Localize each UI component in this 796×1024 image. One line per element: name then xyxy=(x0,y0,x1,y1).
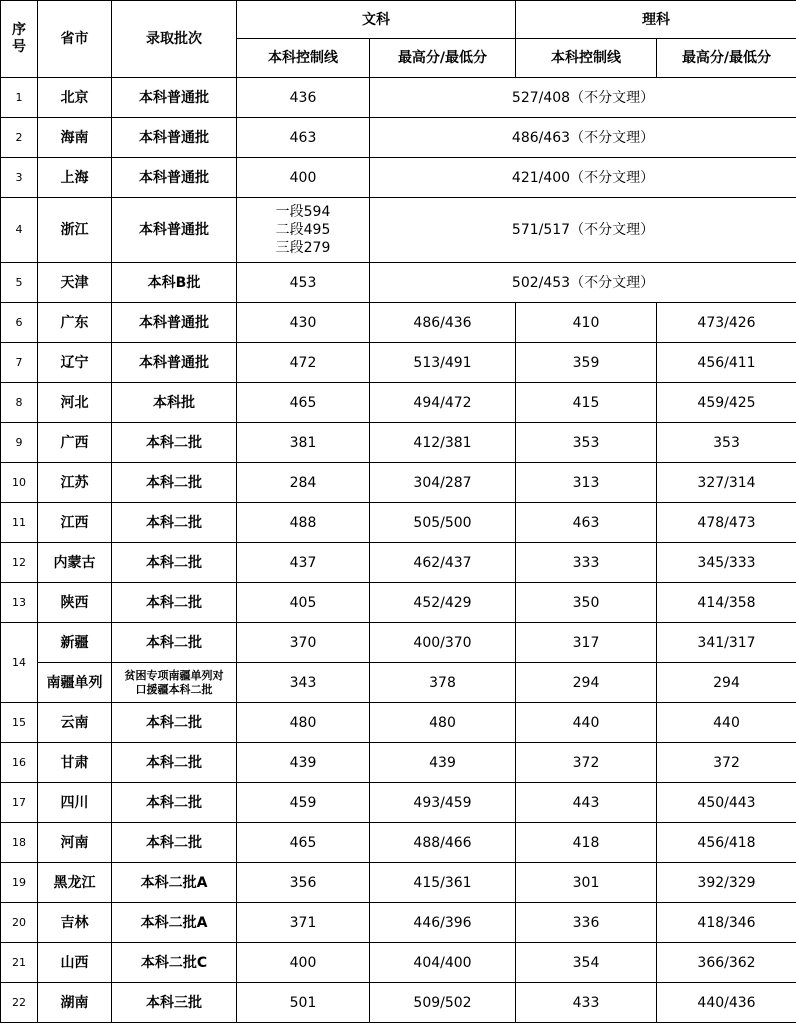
row-science-control: 353 xyxy=(516,423,657,463)
table-row xyxy=(1,423,796,463)
header-science-control-line: 本科控制线 xyxy=(516,39,657,78)
row-index: 6 xyxy=(1,303,38,343)
row-arts-max-min: 378 xyxy=(370,663,516,703)
table-row xyxy=(1,863,796,903)
header-index xyxy=(1,1,38,78)
header-arts-max-min: 最高分/最低分 xyxy=(370,39,516,78)
table-row xyxy=(1,383,796,423)
row-science-max-min: 341/317 xyxy=(657,623,796,663)
row-index: 1 xyxy=(1,78,38,118)
row-arts-control: 400 xyxy=(237,158,370,198)
row-batch: 本科二批 xyxy=(112,623,237,663)
table-row xyxy=(1,303,796,343)
header-batch: 录取批次 xyxy=(112,1,237,78)
row-batch: 本科B批 xyxy=(112,263,237,303)
row-province: 吉林 xyxy=(38,903,112,943)
row-arts-max-min: 412/381 xyxy=(370,423,516,463)
row-batch xyxy=(112,663,237,703)
row-batch: 本科二批 xyxy=(112,703,237,743)
row-batch: 本科三批 xyxy=(112,983,237,1023)
row-arts-control: 459 xyxy=(237,783,370,823)
row-arts-max-min: 452/429 xyxy=(370,583,516,623)
row-science-max-min: 459/425 xyxy=(657,383,796,423)
row-province: 上海 xyxy=(38,158,112,198)
row-arts-control: 472 xyxy=(237,343,370,383)
table-row xyxy=(1,783,796,823)
row-arts-control: 371 xyxy=(237,903,370,943)
row-batch: 本科二批 xyxy=(112,463,237,503)
row-arts-max-min: 505/500 xyxy=(370,503,516,543)
row-science-max-min: 392/329 xyxy=(657,863,796,903)
row-science-control: 317 xyxy=(516,623,657,663)
row-batch: 本科普通批 xyxy=(112,198,237,263)
row-science-max-min: 366/362 xyxy=(657,943,796,983)
table-row xyxy=(1,198,796,263)
row-merged-scores: 527/408（不分文理） xyxy=(370,78,796,118)
row-science-max-min: 414/358 xyxy=(657,583,796,623)
row-province: 海南 xyxy=(38,118,112,158)
row-arts-max-min: 304/287 xyxy=(370,463,516,503)
row-arts-max-min: 513/491 xyxy=(370,343,516,383)
row-science-max-min: 450/443 xyxy=(657,783,796,823)
row-batch: 本科二批 xyxy=(112,503,237,543)
row-province: 北京 xyxy=(38,78,112,118)
row-batch: 本科普通批 xyxy=(112,303,237,343)
row-province: 内蒙古 xyxy=(38,543,112,583)
row-province: 广西 xyxy=(38,423,112,463)
row-arts-control: 381 xyxy=(237,423,370,463)
row-arts-control: 439 xyxy=(237,743,370,783)
row-province: 甘肃 xyxy=(38,743,112,783)
row-index: 2 xyxy=(1,118,38,158)
row-province: 南疆单列 xyxy=(38,663,112,703)
row-arts-control: 284 xyxy=(237,463,370,503)
row-science-max-min: 345/333 xyxy=(657,543,796,583)
row-index: 11 xyxy=(1,503,38,543)
row-arts-control: 430 xyxy=(237,303,370,343)
row-province: 新疆 xyxy=(38,623,112,663)
row-science-control: 359 xyxy=(516,343,657,383)
row-batch: 本科二批 xyxy=(112,583,237,623)
row-index: 22 xyxy=(1,983,38,1023)
row-arts-control: 488 xyxy=(237,503,370,543)
row-arts-max-min: 415/361 xyxy=(370,863,516,903)
table-row xyxy=(1,823,796,863)
row-science-control: 313 xyxy=(516,463,657,503)
table-row xyxy=(1,943,796,983)
row-batch-line-2: 口援疆本科二批 xyxy=(135,682,213,696)
row-arts-max-min: 480 xyxy=(370,703,516,743)
table-row xyxy=(1,343,796,383)
table-row xyxy=(1,263,796,303)
row-arts-control: 463 xyxy=(237,118,370,158)
row-province: 江西 xyxy=(38,503,112,543)
row-science-control: 433 xyxy=(516,983,657,1023)
row-science-control: 410 xyxy=(516,303,657,343)
header-arts: 文科 xyxy=(237,1,516,39)
row-index: 10 xyxy=(1,463,38,503)
row-index: 20 xyxy=(1,903,38,943)
row-index: 9 xyxy=(1,423,38,463)
row-science-control: 443 xyxy=(516,783,657,823)
row-science-max-min: 440 xyxy=(657,703,796,743)
row-merged-scores: 502/453（不分文理） xyxy=(370,263,796,303)
row-science-max-min: 456/411 xyxy=(657,343,796,383)
row-province: 四川 xyxy=(38,783,112,823)
control-line-tier-2: 二段495 xyxy=(275,222,331,238)
row-science-control: 440 xyxy=(516,703,657,743)
row-merged-scores: 486/463（不分文理） xyxy=(370,118,796,158)
table-row xyxy=(1,903,796,943)
control-line-tier-1: 一段594 xyxy=(275,204,331,220)
row-science-control: 350 xyxy=(516,583,657,623)
row-arts-max-min: 493/459 xyxy=(370,783,516,823)
row-arts-control: 437 xyxy=(237,543,370,583)
table-row xyxy=(1,623,796,663)
row-science-max-min: 478/473 xyxy=(657,503,796,543)
row-province: 天津 xyxy=(38,263,112,303)
row-arts-max-min: 509/502 xyxy=(370,983,516,1023)
control-line-tier-3: 三段279 xyxy=(275,240,331,256)
row-province: 江苏 xyxy=(38,463,112,503)
row-batch: 本科普通批 xyxy=(112,78,237,118)
row-science-max-min: 294 xyxy=(657,663,796,703)
table-row xyxy=(1,543,796,583)
row-science-control: 294 xyxy=(516,663,657,703)
header-index-label: 序号 xyxy=(12,22,26,55)
row-science-max-min: 327/314 xyxy=(657,463,796,503)
row-batch: 本科普通批 xyxy=(112,343,237,383)
row-index: 19 xyxy=(1,863,38,903)
row-arts-control: 480 xyxy=(237,703,370,743)
header-science-max-min: 最高分/最低分 xyxy=(657,39,796,78)
row-batch: 本科二批 xyxy=(112,783,237,823)
table-row xyxy=(1,663,796,703)
row-arts-control: 465 xyxy=(237,823,370,863)
row-merged-scores: 571/517（不分文理） xyxy=(370,198,796,263)
table-row xyxy=(1,583,796,623)
row-science-max-min: 353 xyxy=(657,423,796,463)
table-row xyxy=(1,743,796,783)
row-arts-max-min: 446/396 xyxy=(370,903,516,943)
row-batch-line-1: 贫困专项南疆单列对 xyxy=(124,668,224,682)
row-arts-max-min: 486/436 xyxy=(370,303,516,343)
row-index: 16 xyxy=(1,743,38,783)
table-row xyxy=(1,158,796,198)
row-arts-control: 405 xyxy=(237,583,370,623)
row-science-control: 463 xyxy=(516,503,657,543)
row-province: 黑龙江 xyxy=(38,863,112,903)
row-batch: 本科普通批 xyxy=(112,118,237,158)
row-batch: 本科二批 xyxy=(112,743,237,783)
row-index: 8 xyxy=(1,383,38,423)
row-merged-scores: 421/400（不分文理） xyxy=(370,158,796,198)
row-batch: 本科二批 xyxy=(112,543,237,583)
row-province: 湖南 xyxy=(38,983,112,1023)
row-index: 3 xyxy=(1,158,38,198)
row-province: 河南 xyxy=(38,823,112,863)
row-science-control: 336 xyxy=(516,903,657,943)
row-province: 云南 xyxy=(38,703,112,743)
row-index: 15 xyxy=(1,703,38,743)
row-arts-max-min: 462/437 xyxy=(370,543,516,583)
row-science-control: 372 xyxy=(516,743,657,783)
row-science-max-min: 418/346 xyxy=(657,903,796,943)
row-arts-control: 343 xyxy=(237,663,370,703)
row-arts-control: 356 xyxy=(237,863,370,903)
row-arts-control xyxy=(237,198,370,263)
row-batch: 本科普通批 xyxy=(112,158,237,198)
row-arts-control: 370 xyxy=(237,623,370,663)
row-arts-control: 465 xyxy=(237,383,370,423)
table-row xyxy=(1,983,796,1023)
row-arts-control: 501 xyxy=(237,983,370,1023)
row-arts-control: 400 xyxy=(237,943,370,983)
header-arts-control-line: 本科控制线 xyxy=(237,39,370,78)
row-index: 7 xyxy=(1,343,38,383)
row-batch: 本科批 xyxy=(112,383,237,423)
table-row xyxy=(1,78,796,118)
table-row xyxy=(1,463,796,503)
row-arts-max-min: 400/370 xyxy=(370,623,516,663)
row-science-control: 301 xyxy=(516,863,657,903)
row-index: 21 xyxy=(1,943,38,983)
row-science-control: 415 xyxy=(516,383,657,423)
row-province: 辽宁 xyxy=(38,343,112,383)
row-index: 17 xyxy=(1,783,38,823)
row-arts-max-min: 439 xyxy=(370,743,516,783)
row-batch: 本科二批 xyxy=(112,823,237,863)
row-batch: 本科二批 xyxy=(112,423,237,463)
row-arts-max-min: 404/400 xyxy=(370,943,516,983)
row-science-max-min: 456/418 xyxy=(657,823,796,863)
row-province: 河北 xyxy=(38,383,112,423)
row-science-control: 354 xyxy=(516,943,657,983)
row-index: 4 xyxy=(1,198,38,263)
row-batch: 本科二批A xyxy=(112,903,237,943)
row-arts-max-min: 488/466 xyxy=(370,823,516,863)
row-batch: 本科二批A xyxy=(112,863,237,903)
row-index: 12 xyxy=(1,543,38,583)
header-science: 理科 xyxy=(516,1,796,39)
row-province: 浙江 xyxy=(38,198,112,263)
row-science-max-min: 440/436 xyxy=(657,983,796,1023)
row-index: 18 xyxy=(1,823,38,863)
row-province: 山西 xyxy=(38,943,112,983)
row-arts-control: 436 xyxy=(237,78,370,118)
table-row xyxy=(1,703,796,743)
table-row xyxy=(1,503,796,543)
row-arts-max-min: 494/472 xyxy=(370,383,516,423)
row-province: 陕西 xyxy=(38,583,112,623)
row-science-control: 418 xyxy=(516,823,657,863)
row-arts-control: 453 xyxy=(237,263,370,303)
table-row xyxy=(1,118,796,158)
row-science-max-min: 473/426 xyxy=(657,303,796,343)
row-province: 广东 xyxy=(38,303,112,343)
row-index: 13 xyxy=(1,583,38,623)
header-province: 省市 xyxy=(38,1,112,78)
row-science-control: 333 xyxy=(516,543,657,583)
row-science-max-min: 372 xyxy=(657,743,796,783)
row-index: 5 xyxy=(1,263,38,303)
row-index: 14 xyxy=(1,623,38,703)
row-batch: 本科二批C xyxy=(112,943,237,983)
